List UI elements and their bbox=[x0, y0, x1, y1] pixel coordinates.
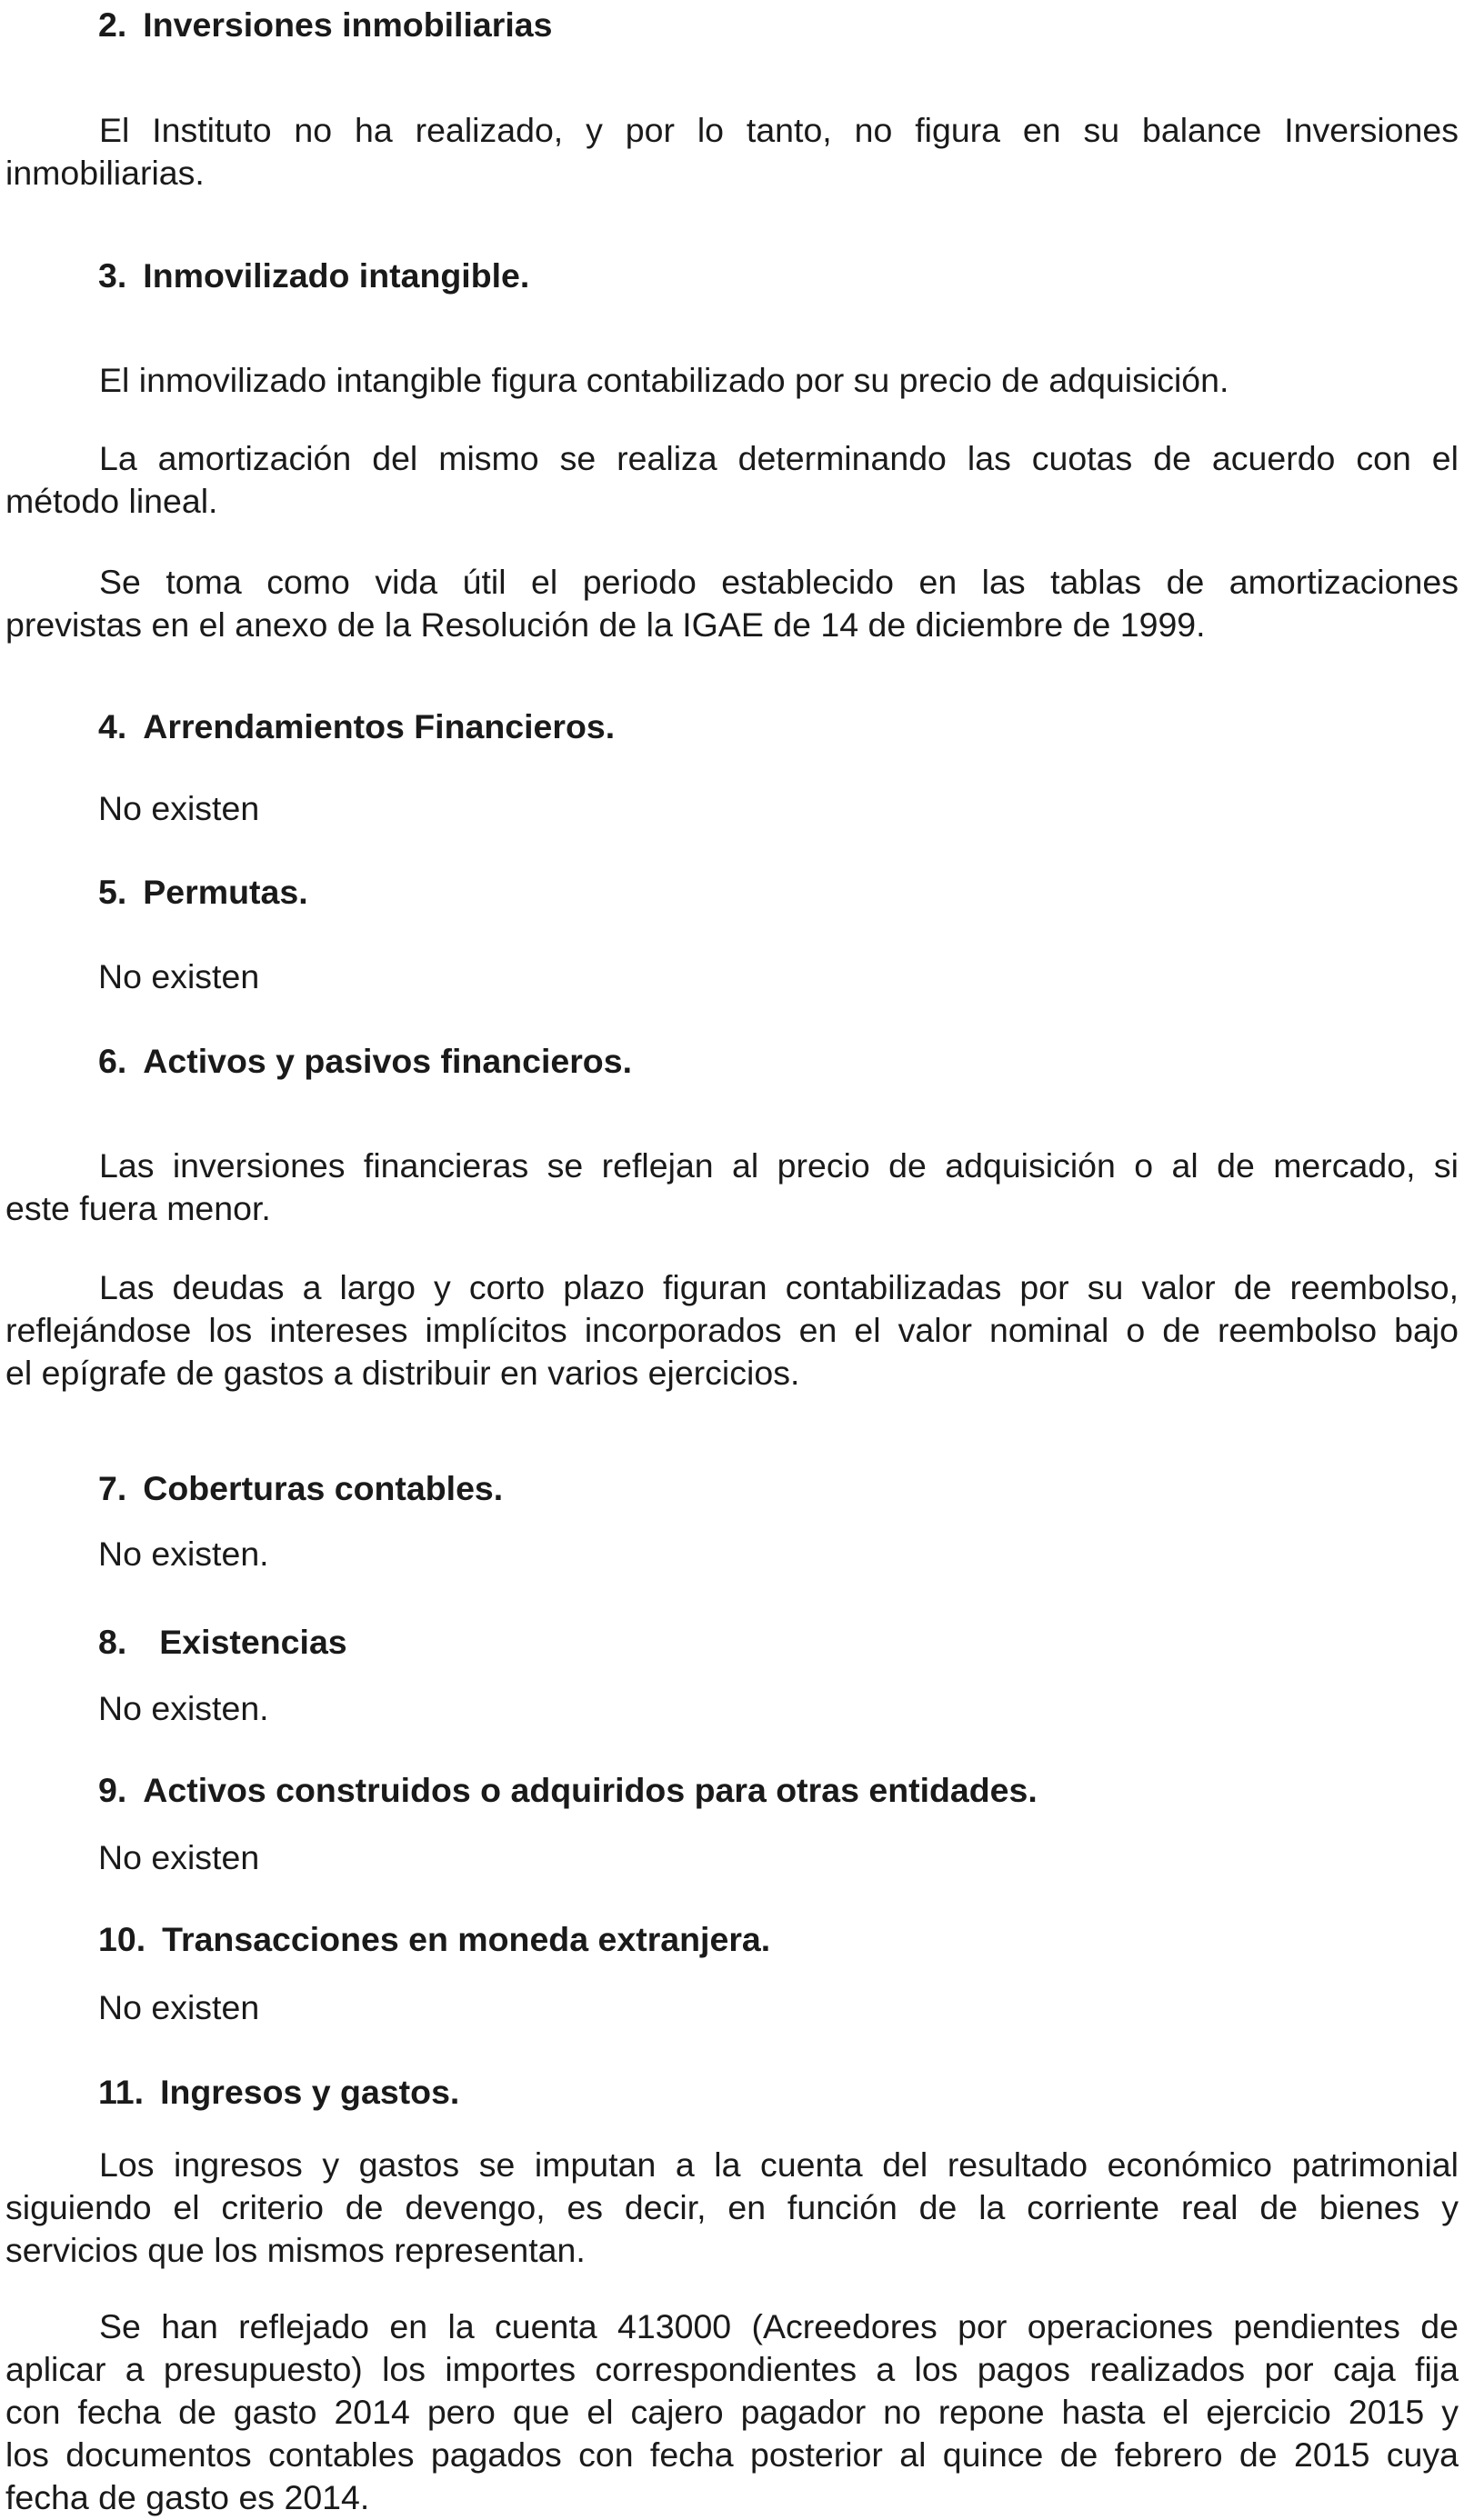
heading-section-2 bbox=[98, 4, 552, 46]
paragraph-line: Los ingresos y gastos se imputan a la cuenta del resultado económico patrimonial bbox=[99, 2145, 1459, 2184]
paragraph-line: El Instituto no ha realizado, y por lo tanto, no figura en su balance Inversiones bbox=[99, 111, 1459, 149]
paragraph-line: servicios que los mismos representan. bbox=[5, 2231, 586, 2269]
paragraph-line: Se han reflejado en la cuenta 413000 (Acreedores por operaciones pendientes de bbox=[99, 2307, 1459, 2345]
section-title: Ingresos y gastos. bbox=[160, 2073, 460, 2111]
paragraph-line: inmobiliarias. bbox=[5, 154, 205, 192]
section-number: 3. bbox=[98, 256, 127, 295]
heading-section-3 bbox=[98, 255, 529, 297]
paragraph-3-1 bbox=[5, 359, 1459, 402]
section-number: 7. bbox=[98, 1469, 127, 1507]
paragraph-line: reflejándose los intereses implícitos incorporados en el valor nominal o de reembolso bajo bbox=[5, 1311, 1459, 1349]
section-title: Activos construidos o adquiridos para otras entidades. bbox=[143, 1771, 1038, 1809]
section-number: 6. bbox=[98, 1042, 127, 1080]
heading-section-6 bbox=[98, 1040, 632, 1083]
paragraph-line: La amortización del mismo se realiza determinando las cuotas de acuerdo con el bbox=[99, 439, 1459, 477]
section-title: Existencias bbox=[159, 1623, 347, 1661]
heading-section-10 bbox=[98, 1918, 770, 1961]
section-title: Inversiones inmobiliarias bbox=[143, 5, 553, 44]
paragraph-line: con fecha de gasto 2014 pero que el cajero pagador no repone hasta el ejercicio 2015 y bbox=[5, 2393, 1459, 2431]
paragraph-line: Las inversiones financieras se reflejan al precio de adquisición o al de mercado, si bbox=[99, 1146, 1459, 1185]
section-5-text: No existen bbox=[98, 957, 260, 995]
heading-section-8 bbox=[98, 1621, 347, 1664]
section-number: 4. bbox=[98, 707, 127, 745]
paragraph-line: aplicar a presupuesto) los importes correspondientes a los pagos realizados por caja fija bbox=[5, 2350, 1459, 2388]
paragraph-line: este fuera menor. bbox=[5, 1189, 271, 1227]
paragraph-line: Se toma como vida útil el periodo establecido en las tablas de amortizaciones bbox=[99, 563, 1459, 601]
paragraph-line: método lineal. bbox=[5, 482, 218, 520]
heading-section-5 bbox=[98, 871, 308, 914]
section-4-text: No existen bbox=[98, 789, 260, 827]
heading-section-4 bbox=[98, 705, 615, 748]
section-title: Arrendamientos Financieros. bbox=[143, 707, 616, 745]
heading-section-7 bbox=[98, 1467, 503, 1510]
paragraph-line: El inmovilizado intangible figura contabilizado por su precio de adquisición. bbox=[99, 361, 1229, 399]
paragraph-2-1 bbox=[5, 109, 1459, 195]
section-title: Permutas. bbox=[143, 873, 308, 911]
heading-section-9 bbox=[98, 1769, 1038, 1812]
paragraph-line: el epígrafe de gastos a distribuir en varios ejercicios. bbox=[5, 1354, 800, 1392]
paragraph-6-2 bbox=[5, 1266, 1459, 1395]
section-number: 8. bbox=[98, 1623, 127, 1661]
section-7-text: No existen. bbox=[98, 1535, 269, 1573]
section-number: 2. bbox=[98, 5, 127, 44]
section-8-text: No existen. bbox=[98, 1689, 269, 1727]
paragraph-line: siguiendo el criterio de devengo, es decir, en función de la corriente real de bienes y bbox=[5, 2188, 1459, 2226]
section-title: Activos y pasivos financieros. bbox=[143, 1042, 632, 1080]
paragraph-11-1 bbox=[5, 2144, 1459, 2272]
paragraph-11-2 bbox=[5, 2305, 1459, 2519]
section-number: 11. bbox=[98, 2073, 145, 2111]
section-9-text: No existen bbox=[98, 1838, 260, 1876]
section-title: Inmovilizado intangible. bbox=[143, 256, 530, 295]
paragraph-line: fecha de gasto es 2014. bbox=[5, 2478, 370, 2516]
section-title: Coberturas contables. bbox=[143, 1469, 504, 1507]
paragraph-3-2 bbox=[5, 437, 1459, 523]
section-number: 10. bbox=[98, 1920, 146, 1958]
paragraph-line: Las deudas a largo y corto plazo figuran contabilizadas por su valor de reembolso, bbox=[99, 1268, 1459, 1306]
paragraph-line: los documentos contables pagados con fecha posterior al quince de febrero de 2015 cuya bbox=[5, 2435, 1459, 2474]
section-number: 5. bbox=[98, 873, 127, 911]
section-10-text: No existen bbox=[98, 1988, 260, 2026]
paragraph-6-1 bbox=[5, 1145, 1459, 1230]
section-number: 9. bbox=[98, 1771, 127, 1809]
paragraph-3-3 bbox=[5, 561, 1459, 646]
section-title: Transacciones en moneda extranjera. bbox=[162, 1920, 771, 1958]
paragraph-line: previstas en el anexo de la Resolución de la IGAE de 14 de diciembre de 1999. bbox=[5, 605, 1206, 644]
heading-section-11 bbox=[98, 2071, 459, 2114]
